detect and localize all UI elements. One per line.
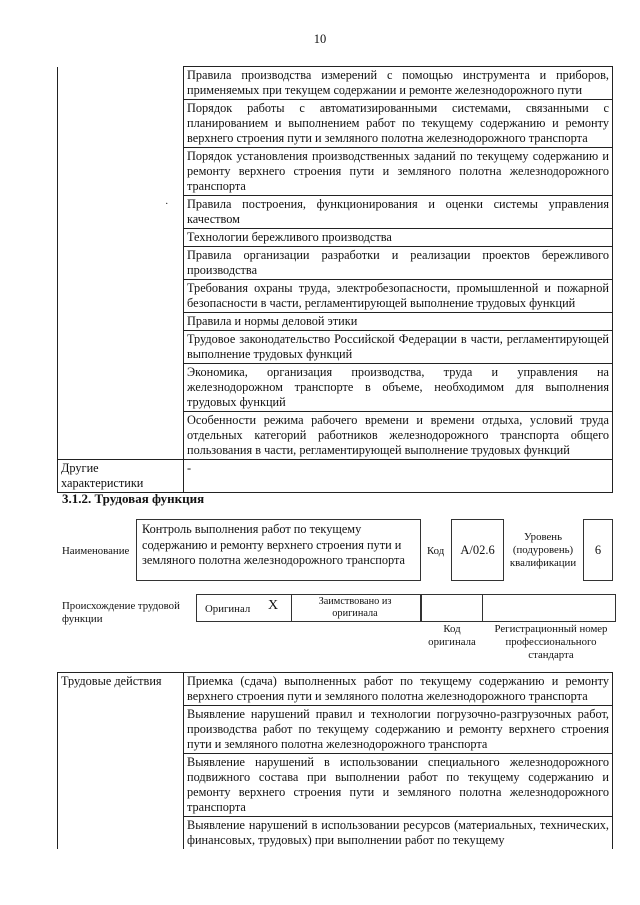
function-name-box: Контроль выполнения работ по текущему содержанию и ремонту верхнего строения пути и земляного полотна железнодорожного транспорта	[136, 519, 421, 581]
code-origin-caption: Код оригинала	[428, 623, 476, 648]
reg-number-caption: Регистрационный номер профессионального стандарта	[494, 623, 608, 661]
actions-label: Трудовые действия	[58, 673, 184, 850]
code-label: Код	[427, 545, 445, 557]
action-item: Выявление нарушений правил и технологии погрузочно-разгрузочных работ, производства работ по текущему содержанию и ремонту верхнего строения пути и земляного полотна железнодорожного транспорта	[184, 706, 613, 754]
knowledge-item: Правила производства измерений с помощью инструмента и приборов, применяемых при текущем содержании и ремонте железнодорожного пути	[184, 67, 613, 100]
action-item: Выявление нарушений в использовании ресурсов (материальных, технических, финансовых, трудовых) при выполнении работ по текущему	[184, 817, 613, 850]
other-characteristics-value: -	[184, 460, 613, 493]
other-characteristics-label: Другие характеристики	[58, 460, 184, 493]
code-origin-cell	[421, 594, 483, 622]
borrowed-label: Заимствовано из оригинала	[318, 596, 392, 619]
table-row	[58, 67, 613, 100]
knowledge-item: Технологии бережливого производства	[184, 229, 613, 247]
table-row	[58, 673, 613, 706]
name-label: Наименование	[62, 545, 130, 557]
knowledge-label-cell: .	[58, 67, 184, 460]
knowledge-item: Правила построения, функционирования и оценки системы управления качеством	[184, 196, 613, 229]
knowledge-item: Правила и нормы деловой этики	[184, 313, 613, 331]
actions-table	[57, 672, 613, 849]
knowledge-item: Особенности режима рабочего времени и времени отдыха, условий труда отдельных категорий работников железнодорожного транспорта общего пользования в части, регламентирующей выполнение трудовых функций	[184, 412, 613, 460]
knowledge-item: Требования охраны труда, электробезопасности, промышленной и пожарной безопасности в части, регламентирующей выполнение трудовых функций	[184, 280, 613, 313]
knowledge-item: Порядок работы с автоматизированными системами, связанными с планированием и выполнением работ по текущему содержанию и ремонту верхнего строения пути и земляного полотна железнодорожного транспорта	[184, 100, 613, 148]
table-row	[58, 460, 613, 493]
original-mark: X	[268, 598, 279, 613]
level-value-box: 6	[583, 519, 613, 581]
origin-label: Происхождение трудовой функции	[62, 600, 180, 625]
knowledge-item: Трудовое законодательство Российской Федерации в части, регламентирующей выполнение трудовых функций	[184, 331, 613, 364]
action-item: Приемка (сдача) выполненных работ по текущему содержанию и ремонту верхнего строения пути и земляного полотна железнодорожного транспорта	[184, 673, 613, 706]
code-value-box: А/02.6	[451, 519, 504, 581]
knowledge-item: Порядок установления производственных заданий по текущему содержанию и ремонту верхнего строения пути и земляного полотна железнодорожного транспорта	[184, 148, 613, 196]
page-number: 10	[313, 32, 327, 46]
knowledge-item: Экономика, организация производства, труда и управления на железнодорожном транспорте в объеме, необходимом для выполнения трудовых функций	[184, 364, 613, 412]
knowledge-item: Правила организации разработки и реализации проектов бережливого производства	[184, 247, 613, 280]
section-heading: 3.1.2. Трудовая функция	[62, 491, 205, 506]
level-label: Уровень (подуровень) квалификации	[509, 531, 577, 569]
action-item: Выявление нарушений в использовании специального железнодорожного подвижного состава при выполнении работ по текущему содержанию и ремонту верхнего строения пути и земляного полотна железнодорожного транспорта	[184, 754, 613, 817]
knowledge-table	[57, 66, 613, 493]
original-label: Оригинал	[205, 603, 251, 615]
